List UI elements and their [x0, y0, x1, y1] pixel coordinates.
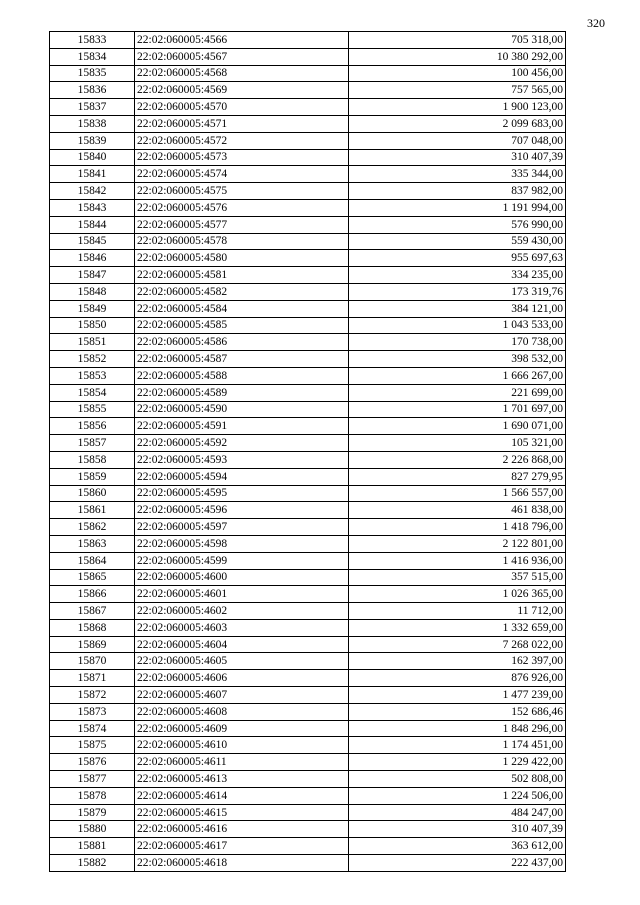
cadastral-number-cell: 22:02:060005:4569 — [135, 82, 349, 99]
row-number-cell: 15873 — [50, 703, 135, 720]
table-row — [50, 653, 566, 670]
cadastral-value-cell: 173 319,76 — [349, 283, 566, 300]
cadastral-value-cell: 357 515,00 — [349, 569, 566, 586]
cadastral-value-cell: 1 666 267,00 — [349, 367, 566, 384]
row-number-cell: 15834 — [50, 48, 135, 65]
table-row — [50, 737, 566, 754]
cadastral-value-cell: 10 380 292,00 — [349, 48, 566, 65]
cadastral-value-cell: 837 982,00 — [349, 183, 566, 200]
cadastral-value-cell: 955 697,63 — [349, 250, 566, 267]
cadastral-number-cell: 22:02:060005:4566 — [135, 32, 349, 49]
cadastral-value-cell: 1 900 123,00 — [349, 99, 566, 116]
table-row — [50, 199, 566, 216]
table-row — [50, 838, 566, 855]
table-row — [50, 99, 566, 116]
table-row — [50, 367, 566, 384]
cadastral-number-cell: 22:02:060005:4571 — [135, 115, 349, 132]
row-number-cell: 15839 — [50, 132, 135, 149]
row-number-cell: 15842 — [50, 183, 135, 200]
row-number-cell: 15843 — [50, 199, 135, 216]
row-number-cell: 15851 — [50, 334, 135, 351]
table-row — [50, 619, 566, 636]
row-number-cell: 15865 — [50, 569, 135, 586]
cadastral-number-cell: 22:02:060005:4570 — [135, 99, 349, 116]
row-number-cell: 15872 — [50, 687, 135, 704]
row-number-cell: 15870 — [50, 653, 135, 670]
cadastral-number-cell: 22:02:060005:4577 — [135, 216, 349, 233]
cadastral-number-cell: 22:02:060005:4601 — [135, 586, 349, 603]
row-number-cell: 15857 — [50, 435, 135, 452]
row-number-cell: 15845 — [50, 233, 135, 250]
cadastral-value-cell: 2 099 683,00 — [349, 115, 566, 132]
row-number-cell: 15880 — [50, 821, 135, 838]
table-body — [50, 32, 566, 872]
cadastral-value-cell: 1 566 557,00 — [349, 485, 566, 502]
cadastral-value-cell: 105 321,00 — [349, 435, 566, 452]
cadastral-number-cell: 22:02:060005:4592 — [135, 435, 349, 452]
table-row — [50, 283, 566, 300]
row-number-cell: 15860 — [50, 485, 135, 502]
cadastral-number-cell: 22:02:060005:4568 — [135, 65, 349, 82]
cadastral-number-cell: 22:02:060005:4599 — [135, 552, 349, 569]
table-row — [50, 804, 566, 821]
table-row — [50, 166, 566, 183]
table-row — [50, 233, 566, 250]
cadastral-number-cell: 22:02:060005:4595 — [135, 485, 349, 502]
table-row — [50, 754, 566, 771]
cadastral-number-cell: 22:02:060005:4602 — [135, 603, 349, 620]
row-number-cell: 15844 — [50, 216, 135, 233]
table-row — [50, 485, 566, 502]
table-row — [50, 132, 566, 149]
cadastral-value-cell: 1 416 936,00 — [349, 552, 566, 569]
cadastral-value-cell: 162 397,00 — [349, 653, 566, 670]
cadastral-value-cell: 221 699,00 — [349, 384, 566, 401]
table-row — [50, 787, 566, 804]
cadastral-value-cell: 827 279,95 — [349, 468, 566, 485]
cadastral-number-cell: 22:02:060005:4593 — [135, 451, 349, 468]
cadastral-value-cell: 334 235,00 — [349, 267, 566, 284]
row-number-cell: 15858 — [50, 451, 135, 468]
cadastral-number-cell: 22:02:060005:4594 — [135, 468, 349, 485]
cadastral-value-cell: 335 344,00 — [349, 166, 566, 183]
cadastral-value-cell: 705 318,00 — [349, 32, 566, 49]
cadastral-value-cell: 484 247,00 — [349, 804, 566, 821]
row-number-cell: 15850 — [50, 317, 135, 334]
table-row — [50, 552, 566, 569]
table-row — [50, 32, 566, 49]
cadastral-number-cell: 22:02:060005:4590 — [135, 401, 349, 418]
table-row — [50, 771, 566, 788]
table-row — [50, 535, 566, 552]
table-row — [50, 384, 566, 401]
row-number-cell: 15878 — [50, 787, 135, 804]
cadastral-number-cell: 22:02:060005:4586 — [135, 334, 349, 351]
cadastral-number-cell: 22:02:060005:4614 — [135, 787, 349, 804]
table-row — [50, 670, 566, 687]
cadastral-value-cell: 1 043 533,00 — [349, 317, 566, 334]
cadastral-number-cell: 22:02:060005:4610 — [135, 737, 349, 754]
cadastral-value-cell: 1 418 796,00 — [349, 519, 566, 536]
row-number-cell: 15866 — [50, 586, 135, 603]
cadastral-value-cell: 1 332 659,00 — [349, 619, 566, 636]
table-row — [50, 468, 566, 485]
row-number-cell: 15841 — [50, 166, 135, 183]
table-row — [50, 401, 566, 418]
cadastral-value-cell: 310 407,39 — [349, 821, 566, 838]
row-number-cell: 15840 — [50, 149, 135, 166]
cadastral-number-cell: 22:02:060005:4613 — [135, 771, 349, 788]
cadastral-value-cell: 1 229 422,00 — [349, 754, 566, 771]
cadastral-value-cell: 1 026 365,00 — [349, 586, 566, 603]
row-number-cell: 15861 — [50, 502, 135, 519]
cadastral-number-cell: 22:02:060005:4589 — [135, 384, 349, 401]
cadastral-number-cell: 22:02:060005:4588 — [135, 367, 349, 384]
table-row — [50, 519, 566, 536]
row-number-cell: 15855 — [50, 401, 135, 418]
table-row — [50, 65, 566, 82]
cadastral-number-cell: 22:02:060005:4580 — [135, 250, 349, 267]
cadastral-number-cell: 22:02:060005:4616 — [135, 821, 349, 838]
cadastral-value-cell: 1 224 506,00 — [349, 787, 566, 804]
table-row — [50, 569, 566, 586]
cadastral-value-cell: 384 121,00 — [349, 300, 566, 317]
cadastral-value-cell: 7 268 022,00 — [349, 636, 566, 653]
cadastral-number-cell: 22:02:060005:4573 — [135, 149, 349, 166]
cadastral-number-cell: 22:02:060005:4603 — [135, 619, 349, 636]
cadastral-value-cell: 1 477 239,00 — [349, 687, 566, 704]
cadastral-value-cell: 876 926,00 — [349, 670, 566, 687]
cadastral-value-cell: 11 712,00 — [349, 603, 566, 620]
cadastral-number-cell: 22:02:060005:4618 — [135, 855, 349, 872]
row-number-cell: 15847 — [50, 267, 135, 284]
row-number-cell: 15856 — [50, 418, 135, 435]
table-row — [50, 300, 566, 317]
table-row — [50, 82, 566, 99]
row-number-cell: 15837 — [50, 99, 135, 116]
cadastral-value-table — [49, 31, 566, 872]
cadastral-value-cell: 222 437,00 — [349, 855, 566, 872]
table-row — [50, 216, 566, 233]
cadastral-value-cell: 363 612,00 — [349, 838, 566, 855]
cadastral-value-cell: 2 122 801,00 — [349, 535, 566, 552]
table-row — [50, 334, 566, 351]
table-row — [50, 720, 566, 737]
row-number-cell: 15836 — [50, 82, 135, 99]
cadastral-number-cell: 22:02:060005:4581 — [135, 267, 349, 284]
table-row — [50, 267, 566, 284]
cadastral-number-cell: 22:02:060005:4617 — [135, 838, 349, 855]
row-number-cell: 15848 — [50, 283, 135, 300]
row-number-cell: 15854 — [50, 384, 135, 401]
cadastral-value-cell: 310 407,39 — [349, 149, 566, 166]
cadastral-value-cell: 2 226 868,00 — [349, 451, 566, 468]
row-number-cell: 15835 — [50, 65, 135, 82]
row-number-cell: 15863 — [50, 535, 135, 552]
table-row — [50, 48, 566, 65]
cadastral-number-cell: 22:02:060005:4576 — [135, 199, 349, 216]
cadastral-value-cell: 1 174 451,00 — [349, 737, 566, 754]
cadastral-number-cell: 22:02:060005:4608 — [135, 703, 349, 720]
row-number-cell: 15868 — [50, 619, 135, 636]
table-row — [50, 855, 566, 872]
table-row — [50, 586, 566, 603]
row-number-cell: 15838 — [50, 115, 135, 132]
table-row — [50, 149, 566, 166]
cadastral-number-cell: 22:02:060005:4585 — [135, 317, 349, 334]
table-row — [50, 687, 566, 704]
row-number-cell: 15869 — [50, 636, 135, 653]
page-number: 320 — [587, 16, 605, 30]
cadastral-value-cell: 1 701 697,00 — [349, 401, 566, 418]
table-row — [50, 250, 566, 267]
row-number-cell: 15867 — [50, 603, 135, 620]
cadastral-number-cell: 22:02:060005:4604 — [135, 636, 349, 653]
cadastral-number-cell: 22:02:060005:4596 — [135, 502, 349, 519]
table-row — [50, 603, 566, 620]
cadastral-value-cell: 461 838,00 — [349, 502, 566, 519]
row-number-cell: 15849 — [50, 300, 135, 317]
cadastral-value-cell: 1 848 296,00 — [349, 720, 566, 737]
table-row — [50, 183, 566, 200]
cadastral-value-cell: 502 808,00 — [349, 771, 566, 788]
row-number-cell: 15874 — [50, 720, 135, 737]
row-number-cell: 15833 — [50, 32, 135, 49]
cadastral-value-cell: 559 430,00 — [349, 233, 566, 250]
row-number-cell: 15876 — [50, 754, 135, 771]
table-row — [50, 317, 566, 334]
cadastral-number-cell: 22:02:060005:4567 — [135, 48, 349, 65]
row-number-cell: 15846 — [50, 250, 135, 267]
cadastral-number-cell: 22:02:060005:4572 — [135, 132, 349, 149]
cadastral-number-cell: 22:02:060005:4606 — [135, 670, 349, 687]
cadastral-number-cell: 22:02:060005:4578 — [135, 233, 349, 250]
cadastral-value-cell: 152 686,46 — [349, 703, 566, 720]
cadastral-value-cell: 576 990,00 — [349, 216, 566, 233]
row-number-cell: 15859 — [50, 468, 135, 485]
cadastral-number-cell: 22:02:060005:4587 — [135, 351, 349, 368]
cadastral-value-cell: 170 738,00 — [349, 334, 566, 351]
table-row — [50, 418, 566, 435]
cadastral-value-cell: 398 532,00 — [349, 351, 566, 368]
table-row — [50, 351, 566, 368]
table-row — [50, 636, 566, 653]
cadastral-value-cell: 1 191 994,00 — [349, 199, 566, 216]
row-number-cell: 15864 — [50, 552, 135, 569]
cadastral-number-cell: 22:02:060005:4597 — [135, 519, 349, 536]
cadastral-value-cell: 1 690 071,00 — [349, 418, 566, 435]
cadastral-number-cell: 22:02:060005:4591 — [135, 418, 349, 435]
cadastral-number-cell: 22:02:060005:4605 — [135, 653, 349, 670]
cadastral-number-cell: 22:02:060005:4598 — [135, 535, 349, 552]
row-number-cell: 15852 — [50, 351, 135, 368]
cadastral-number-cell: 22:02:060005:4615 — [135, 804, 349, 821]
row-number-cell: 15881 — [50, 838, 135, 855]
row-number-cell: 15853 — [50, 367, 135, 384]
cadastral-number-cell: 22:02:060005:4607 — [135, 687, 349, 704]
cadastral-number-cell: 22:02:060005:4600 — [135, 569, 349, 586]
cadastral-number-cell: 22:02:060005:4582 — [135, 283, 349, 300]
table-row — [50, 502, 566, 519]
cadastral-number-cell: 22:02:060005:4575 — [135, 183, 349, 200]
table-row — [50, 435, 566, 452]
table-row — [50, 703, 566, 720]
row-number-cell: 15875 — [50, 737, 135, 754]
row-number-cell: 15879 — [50, 804, 135, 821]
cadastral-value-cell: 100 456,00 — [349, 65, 566, 82]
row-number-cell: 15882 — [50, 855, 135, 872]
cadastral-number-cell: 22:02:060005:4574 — [135, 166, 349, 183]
table-row — [50, 451, 566, 468]
table-row — [50, 821, 566, 838]
row-number-cell: 15877 — [50, 771, 135, 788]
row-number-cell: 15862 — [50, 519, 135, 536]
row-number-cell: 15871 — [50, 670, 135, 687]
cadastral-number-cell: 22:02:060005:4609 — [135, 720, 349, 737]
cadastral-number-cell: 22:02:060005:4611 — [135, 754, 349, 771]
cadastral-value-cell: 757 565,00 — [349, 82, 566, 99]
cadastral-value-cell: 707 048,00 — [349, 132, 566, 149]
table-row — [50, 115, 566, 132]
cadastral-number-cell: 22:02:060005:4584 — [135, 300, 349, 317]
